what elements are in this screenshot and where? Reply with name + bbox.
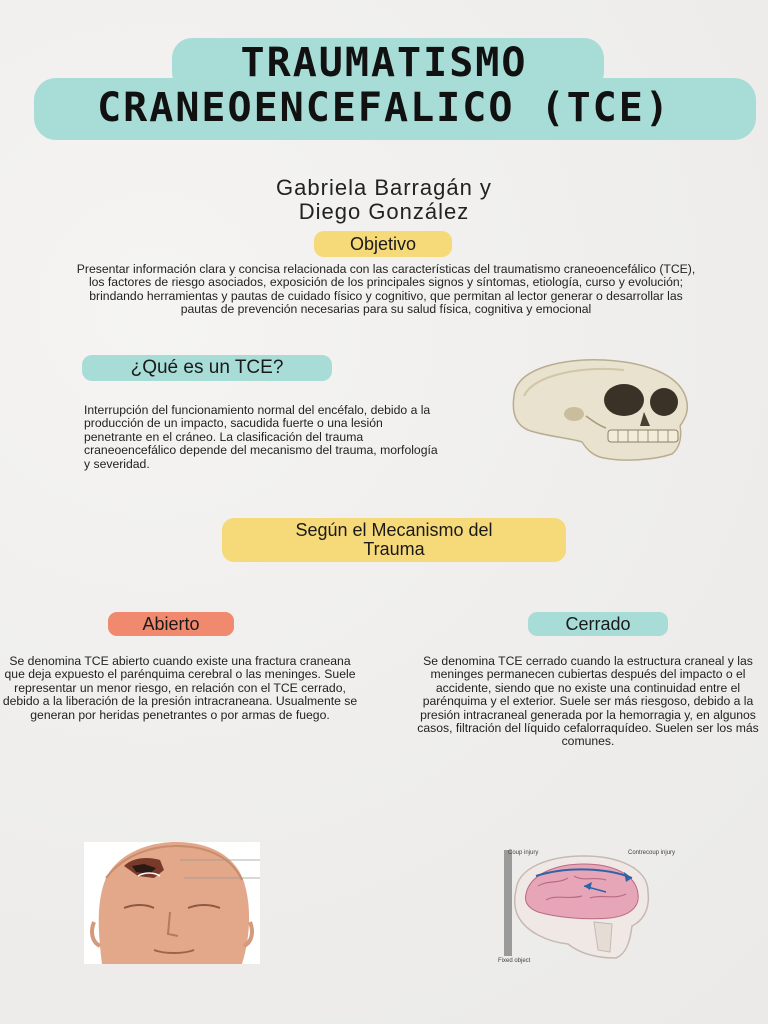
abierto-heading: Abierto xyxy=(108,612,234,636)
open-head-wound-illustration xyxy=(84,842,260,964)
cerrado-text: Se denomina TCE cerrado cuando la estructura craneal y las meninges permanecen cubiertas después del impacto o el accidente, siendo que no existe una continuidad entre el parénquima y el exterior. Suele ser más riesgoso, debido a la presión intracraneal generada por la hemorragia y, en algunos casos, filtración del líquido cefalorraquídeo. Suelen ser los más comunes. xyxy=(417,654,759,749)
cerrado-heading: Cerrado xyxy=(528,612,668,636)
authors-line-2: Diego González xyxy=(298,199,470,224)
que-es-heading: ¿Qué es un TCE? xyxy=(82,355,332,381)
title-line-1: TRAUMATISMO xyxy=(240,40,528,86)
mecanismo-line-1: Según el Mecanismo del xyxy=(295,520,493,540)
title-line-2: CRANEOENCEFALICO (TCE) xyxy=(97,85,671,131)
mecanismo-heading xyxy=(222,518,566,562)
que-es-text: Interrupción del funcionamiento normal del encéfalo, debido a la producción de un impacto, sacudida fuerte o una lesión penetrante en el cráneo. La clasificación del trauma craneoencefálico depende del mecanismo del trauma, morfología y severidad. xyxy=(84,403,438,471)
skull-illustration xyxy=(504,356,694,464)
mecanismo-line-2: Trauma xyxy=(363,539,425,559)
abierto-text: Se denomina TCE abierto cuando existe una fractura craneana que deja expuesto el parénquima cerebral o las meninges. Suele representar un menor riesgo, en relación con el TCE cerrado, debido a la liberación de la presión intracraneana. Usualmente se generan por heridas penetrantes o por armas de fuego. xyxy=(2,654,358,722)
coup-label: Coup injury xyxy=(508,850,539,856)
fixed-object-label: Fixed object xyxy=(498,958,531,964)
coup-contrecoup-diagram xyxy=(498,846,682,964)
authors xyxy=(0,176,768,224)
objetivo-heading: Objetivo xyxy=(314,231,452,257)
objetivo-text: Presentar información clara y concisa relacionada con las características del traumatismo craneoencefálico (TCE), los factores de riesgo asociados, exposición de los principales signos y síntomas, etiología, curso y evolución; brindando herramientas y pautas de cuidado físico y cognitivo, que permitan al lector generar o desarrollar las pautas de prevención necesarias para su salud física, cognitiva y emocional xyxy=(76,262,696,317)
authors-line-1: Gabriela Barragán y xyxy=(276,175,492,200)
contrecoup-label: Contrecoup injury xyxy=(628,850,676,856)
